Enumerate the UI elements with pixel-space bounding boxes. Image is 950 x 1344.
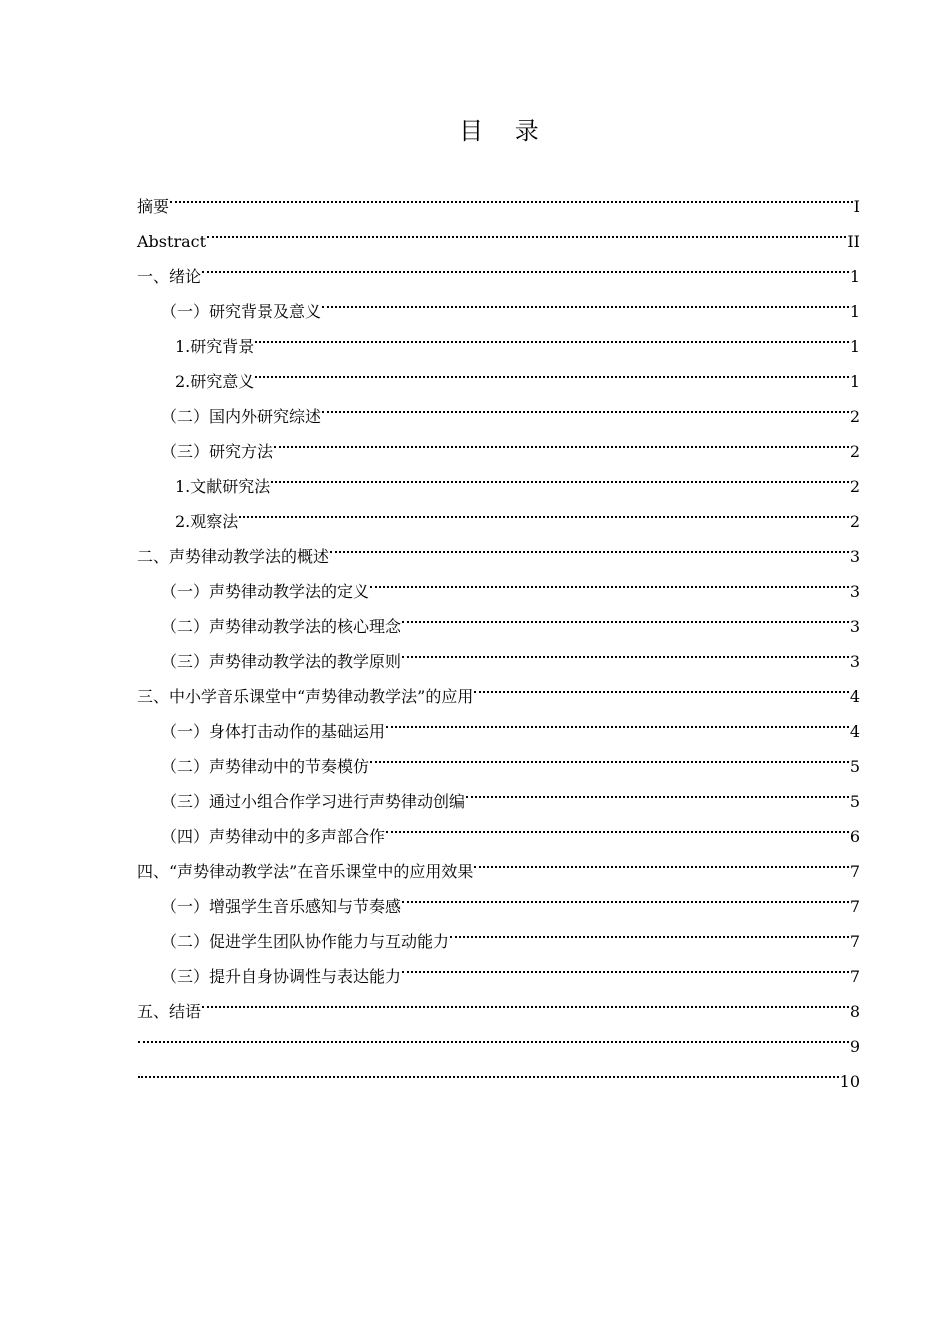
toc-page-number: 1 (849, 372, 860, 391)
toc-entry-label: 2.观察法 (175, 512, 239, 531)
toc-entry-label: 五、结语 (137, 1002, 202, 1021)
toc-entry-label: 摘要 (137, 197, 170, 216)
toc-page-number: 3 (849, 582, 860, 601)
toc-dot-leader (255, 317, 849, 352)
toc-dot-leader (466, 772, 849, 807)
toc-page-number: 2 (849, 477, 860, 496)
toc-dot-leader (138, 1052, 839, 1087)
toc-page-number: 7 (849, 967, 860, 986)
toc-entry[interactable] (137, 1017, 860, 1056)
toc-dot-leader (370, 737, 849, 772)
toc-dot-leader (474, 842, 848, 877)
toc-entry-label: 四、“声势律动教学法”在音乐课堂中的应用效果 (137, 862, 474, 881)
toc-entry-label: （三）通过小组合作学习进行声势律动创编 (161, 792, 466, 811)
toc-page-number: 5 (849, 792, 860, 811)
toc-page-number: 7 (849, 862, 860, 881)
toc-entry-label: 1.研究背景 (175, 337, 255, 356)
toc-page-number: 10 (839, 1072, 860, 1091)
toc-entry-label: （二）促进学生团队协作能力与互动能力 (161, 932, 450, 951)
toc-entry[interactable] (137, 492, 860, 531)
toc-entry-label: （一）身体打击动作的基础运用 (161, 722, 386, 741)
toc-entry-label: （一）研究背景及意义 (161, 302, 322, 321)
toc-dot-leader (402, 597, 849, 632)
toc-entry-label: （二）声势律动中的节奏模仿 (161, 757, 370, 776)
toc-page-number: 6 (849, 827, 860, 846)
toc-dot-leader (271, 457, 849, 492)
toc-entry-label: 一、绪论 (137, 267, 202, 286)
toc-entry-label: 三、中小学音乐课堂中“声势律动教学法”的应用 (137, 687, 474, 706)
toc-entry-label: 二、声势律动教学法的概述 (137, 547, 330, 566)
toc-dot-leader (330, 527, 849, 562)
toc-entry-label: （四）声势律动中的多声部合作 (161, 827, 386, 846)
toc-entry-label: （一）声势律动教学法的定义 (161, 582, 370, 601)
toc-page-number: 4 (849, 687, 860, 706)
toc-entry[interactable] (137, 177, 860, 216)
toc-dot-leader (207, 212, 846, 247)
toc-page-number: 7 (849, 932, 860, 951)
toc-page-number: II (847, 232, 860, 251)
toc-entry-label: （二）国内外研究综述 (161, 407, 322, 426)
toc-dot-leader (402, 632, 849, 667)
toc-dot-leader (402, 947, 849, 982)
toc-entry[interactable] (137, 982, 860, 1021)
toc-entry-label: 1.文献研究法 (175, 477, 271, 496)
toc-page-number: I (853, 197, 860, 216)
toc-page-number: 7 (849, 897, 860, 916)
toc-entry-label: （二）声势律动教学法的核心理念 (161, 617, 402, 636)
toc-page-number: 9 (849, 1037, 860, 1056)
toc-entry-label: （三）研究方法 (161, 442, 274, 461)
toc-dot-leader (386, 702, 849, 737)
toc-entry-label: （三）声势律动教学法的教学原则 (161, 652, 402, 671)
toc-dot-leader (170, 177, 853, 212)
toc-page-number: 1 (849, 302, 860, 321)
toc-dot-leader (239, 492, 849, 527)
toc-list (137, 177, 860, 1091)
toc-page-number: 2 (849, 442, 860, 461)
toc-dot-leader (322, 282, 849, 317)
toc-entry-label: （三）提升自身协调性与表达能力 (161, 967, 402, 986)
toc-entry-label: （一）增强学生音乐感知与节奏感 (161, 897, 402, 916)
toc-dot-leader (322, 387, 849, 422)
toc-entry-label: 2.研究意义 (175, 372, 255, 391)
toc-dot-leader (450, 912, 849, 947)
toc-entry[interactable] (137, 527, 860, 566)
toc-page-number: 5 (849, 757, 860, 776)
toc-dot-leader (402, 877, 849, 912)
toc-dot-leader (274, 422, 849, 457)
toc-entry[interactable] (137, 1052, 860, 1091)
toc-title: 目 录 (459, 117, 551, 145)
toc-dot-leader (255, 352, 849, 387)
toc-page-number: 8 (849, 1002, 860, 1021)
toc-dot-leader (370, 562, 849, 597)
toc-dot-leader (474, 667, 848, 702)
toc-dot-leader (202, 247, 849, 282)
toc-page-number: 3 (849, 617, 860, 636)
toc-page-number: 1 (849, 267, 860, 286)
toc-dot-leader (386, 807, 849, 842)
toc-page-number: 2 (849, 512, 860, 531)
toc-dot-leader (202, 982, 849, 1017)
toc-page-number: 3 (849, 547, 860, 566)
toc-entry[interactable] (137, 247, 860, 286)
toc-dot-leader (138, 1017, 849, 1052)
toc-entry[interactable] (137, 282, 860, 321)
toc-page-number: 3 (849, 652, 860, 671)
toc-page-number: 4 (849, 722, 860, 741)
toc-page-number: 2 (849, 407, 860, 426)
toc-entry[interactable] (137, 212, 860, 251)
toc-page-number: 1 (849, 337, 860, 356)
toc-entry-label: Abstract (137, 232, 207, 251)
